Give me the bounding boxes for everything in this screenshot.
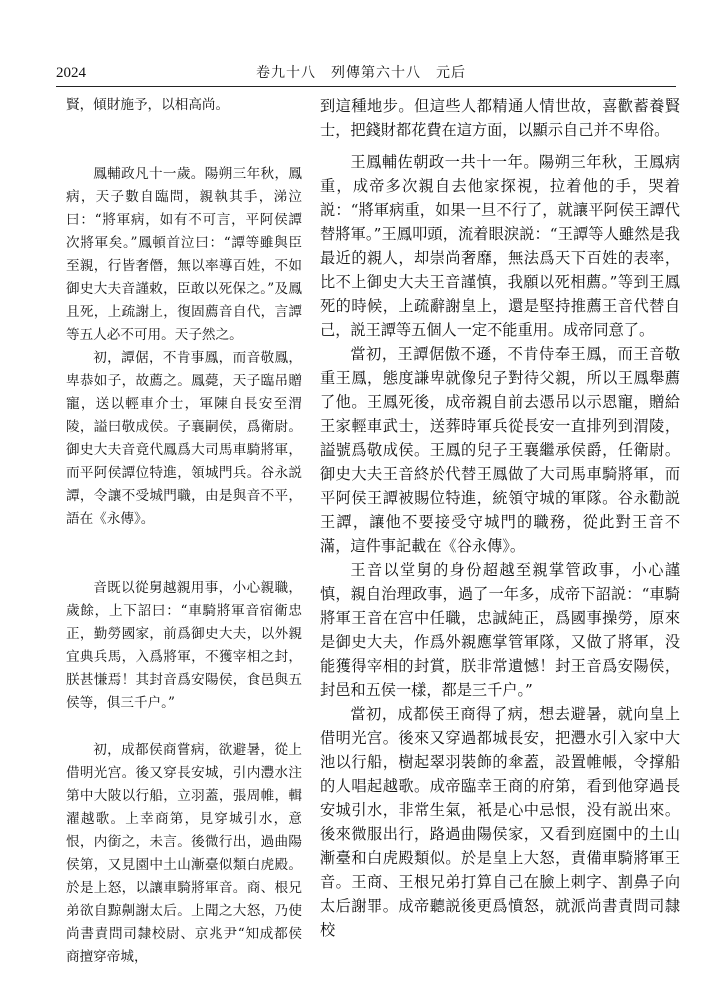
translation-text-column [320, 94, 680, 980]
running-title: 卷九十八 列傳第六十八 元后 [256, 65, 466, 81]
translation-paragraph: 王鳳輔佐朝政一共十一年。陽朔三年秋，王鳳病重，成帝多次親自去他家探視，拉着他的手，哭着説：“將軍病重，如果一旦不行了，就讓平阿侯王譚代替將軍。”王鳳叩頭，流着眼淚説：“王譚等人雖然是我最近的親人，却崇尚奢靡，無法爲天下百姓的表率，比不上御史大夫王音謹慎，我願以死相薦。”等到王鳳死的時候，上疏辭謝皇上，還是堅持推薦王音代替自己，説王譚等五個人一定不能重用。成帝同意了。 [320, 153, 680, 339]
classical-paragraph: 初，譚倨，不肯事鳳，而音敬鳳，卑恭如子，故薦之。鳳薨，天子臨吊贈寵，送以輕車介士，軍陳自長安至渭陵，謚曰敬成侯。子襄嗣侯，爲衛尉。御史大夫音竟代鳳爲大司馬車騎將軍，而平阿侯譚位特進，領城門兵。谷永説譚，令讓不受城門職，由是與音不平，語在《永傳》。 [66, 350, 302, 527]
classical-paragraph: 鳳輔政凡十一歲。陽朔三年秋，鳳病，天子數自臨問，親執其手，涕泣曰：“將軍病，如有不可言，平阿侯譚次將軍矣。”鳳頓首泣曰：“譚等雖與臣至親，行皆奢僭，無以率導百姓，不如御史大夫音謹敕，臣敢以死保之。”及鳳且死，上疏謝上，復固薦音自代，言譚等五人必不可用。天子然之。 [66, 166, 302, 343]
translation-paragraph: 王音以堂舅的身份超越至親掌管政事，小心謹慎，親自治理政事，過了一年多，成帝下詔説：“車騎將軍王音在宫中任職，忠誠純正，爲國事操勞，原來是御史大夫，作爲外親應掌管軍隊，又做了將軍，没能獲得宰相的封賞，朕非常遺憾！封王音爲安陽侯，封邑和五侯一樣，都是三千户。” [320, 561, 680, 699]
translation-paragraph: 當初，成都侯王商得了病，想去避暑，就向皇上借明光宫。後來又穿過都城長安，把灃水引入家中大池以行船，樹起翠羽裝飾的傘蓋，設置帷帳，令撑船的人唱起越歌。成帝臨幸王商的府第，看到他穿過長安城引水，非常生氣，衹是心中忌恨，没有説出來。後來微服出行，路過曲陽侯家，又看到庭園中的土山漸臺和白虎殿類似。於是皇上大怒，責備車騎將軍王音。王商、王根兄弟打算自己在臉上刺字、割鼻子向太后謝罪。成帝聽説後更爲憤怒，就派尚書責問司隸校 [320, 705, 680, 939]
translation-paragraph: 到這種地步。但這些人都精通人情世故，喜歡蓄養賢士，把錢財都花費在這方面，以顯示自己并不卑俗。 [320, 97, 680, 139]
translation-paragraph: 當初，王譚倨傲不遜，不肯侍奉王鳳，而王音敬重王鳳，態度謙卑就像兒子對待父親，所以王鳳舉薦了他。王鳳死後，成帝親自前去憑吊以示恩寵，贈給王家輕車武士，送葬時軍兵從長安一直排列到渭陵，謚號爲敬成侯。王鳳的兒子王襄繼承侯爵，任衛尉。御史大夫王音終於代替王鳳做了大司馬車騎將軍，而平阿侯王譚被賜位特進，統領守城的軍隊。谷永勸説王譚，讓他不要接受守城門的職務，從此對王音不滿，這件事記載在《谷永傳》。 [320, 345, 680, 555]
page-number: 2024 [56, 65, 86, 81]
page-header [56, 60, 676, 86]
classical-paragraph: 初，成都侯商嘗病，欲避暑，從上借明光宫。後又穿長安城，引内灃水注第中大陂以行船，立羽蓋，張周帷，輯濯越歌。上幸商第，見穿城引水，意恨，内銜之，未言。後微行出，過曲陽侯第，又見園中土山漸臺似類白虎殿。於是上怒，以讓車騎將軍音。商、根兄弟欲自黥劓謝太后。上聞之大怒，乃使尚書責問司隸校尉、京兆尹“知成都侯商擅穿帝城， [66, 742, 302, 965]
header-rule [56, 86, 676, 87]
classical-paragraph: 賢，傾財施予，以相高尚。 [66, 97, 230, 113]
classical-paragraph: 音既以從舅越親用事，小心親職，歲餘，上下詔曰：“車騎將軍音宿衛忠正，勤勞國家，前爲御史大夫，以外親宜典兵馬，入爲將軍，不獲宰相之封，朕甚慊焉！其封音爲安陽侯，食邑與五侯等，俱三千户。” [66, 580, 302, 711]
classical-text-column [66, 94, 302, 980]
